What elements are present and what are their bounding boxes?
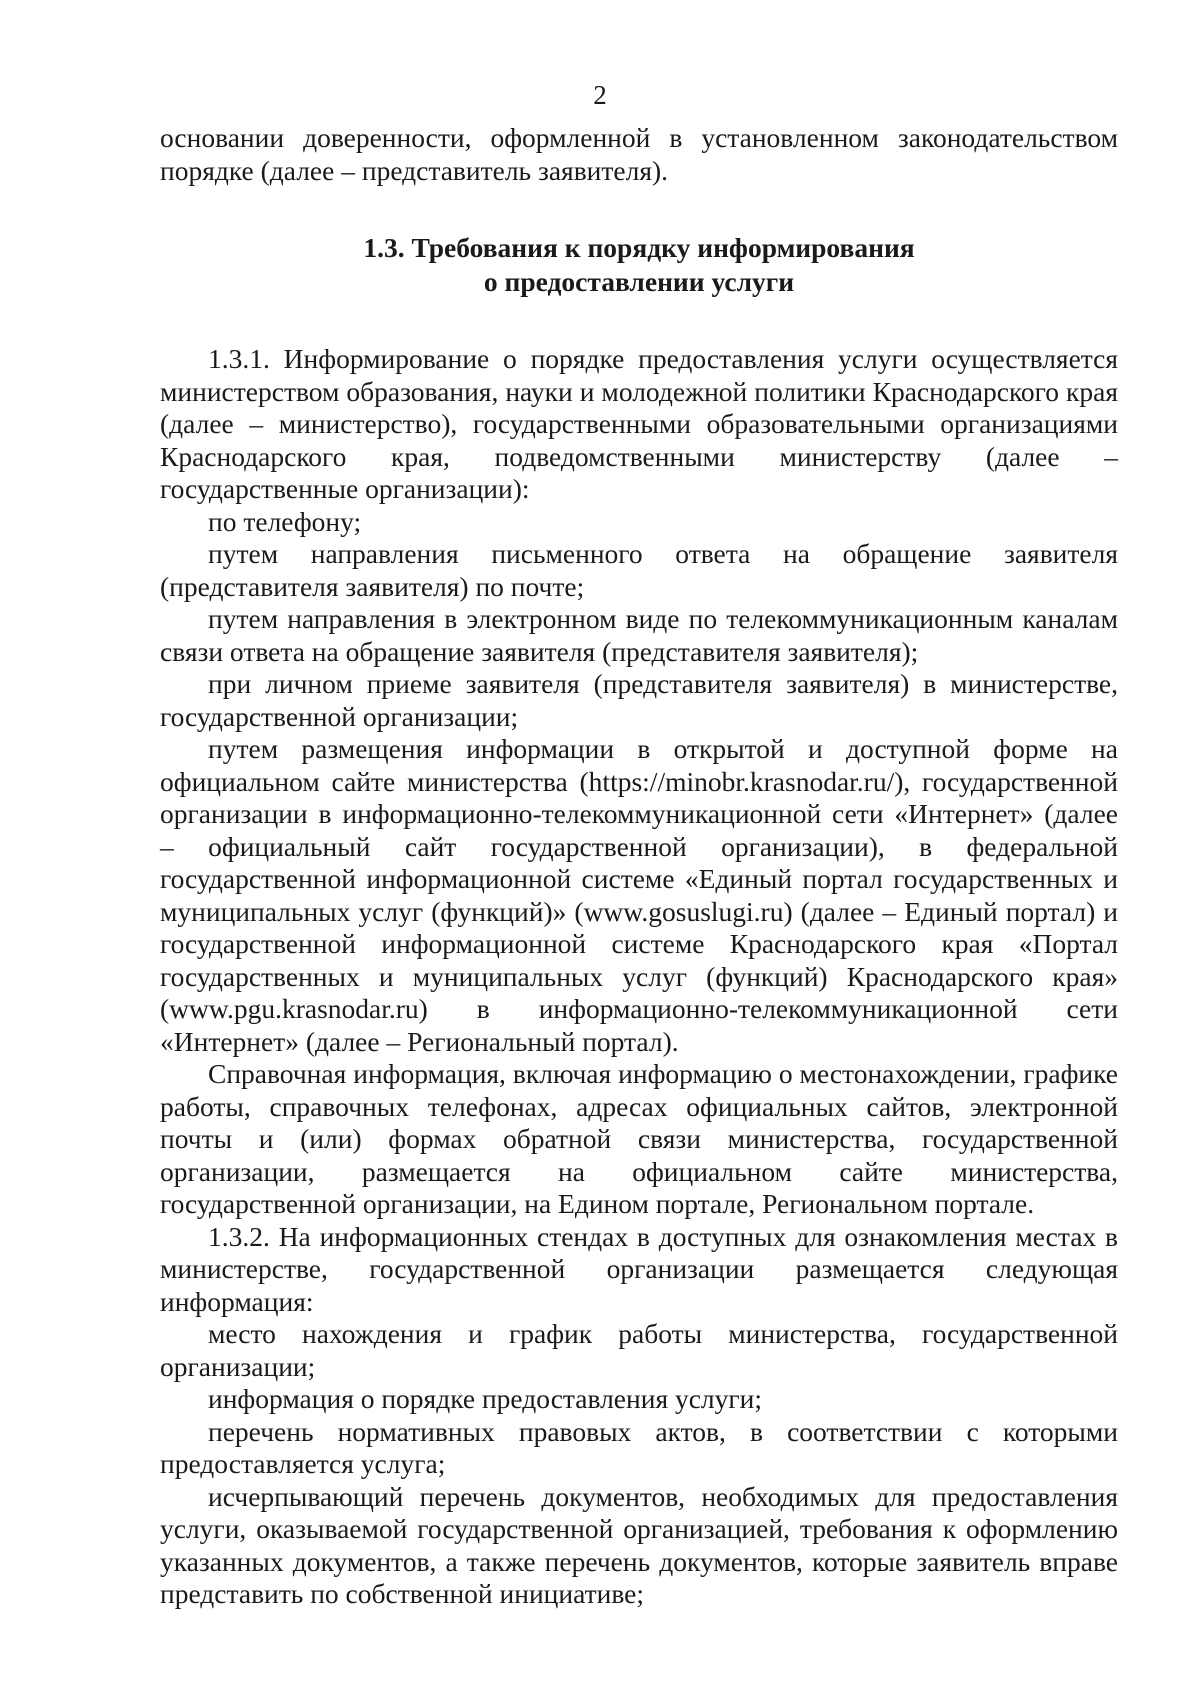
list-item-mail: путем направления письменного ответа на обращение заявителя (представителя заявителя) по почте; bbox=[160, 538, 1118, 602]
section-heading-line-2: о предоставлении услуги bbox=[483, 266, 795, 297]
list-item-phone: по телефону; bbox=[208, 505, 362, 537]
list-item-website: путем размещения информации в открытой и доступной форме на официальном сайте министерства (https://minobr.krasnodar.ru/), государственной организации в информационно-телекоммуникационной сети «Интернет» (далее – официальный сайт государственной организации), в федеральной государственной информационной системе «Единый портал государственных и муниципальных услуг (функций)» (www.gosuslugi.ru) (далее – Единый портал) и государственной информационной системе Краснодарского края «Портал государственных и муниципальных услуг (функций) Краснодарского края» (www.pgu.krasnodar.ru) в информационно-телекоммуникационной сети «Интернет» (далее – Региональный портал). bbox=[160, 733, 1118, 1057]
list-item-personal: при личном приеме заявителя (представителя заявителя) в министерстве, государственной организации; bbox=[160, 668, 1118, 732]
list-item-location: место нахождения и график работы министерства, государственной организации; bbox=[160, 1318, 1118, 1382]
section-heading bbox=[160, 231, 1118, 299]
list-item-legal-acts: перечень нормативных правовых актов, в соответствии с которыми предоставляется услуга; bbox=[160, 1415, 1118, 1479]
list-item-documents: исчерпывающий перечень документов, необходимых для предоставления услуги, оказываемой государственной организацией, требования к оформлению указанных документов, а также перечень документов, которые заявитель вправе представить по собственной инициативе; bbox=[160, 1480, 1118, 1609]
page-number: 2 bbox=[593, 80, 607, 110]
section-heading-line-1: 1.3. Требования к порядку информирования bbox=[363, 232, 915, 263]
paragraph-1-3-2: 1.3.2. На информационных стендах в доступных для ознакомления местах в министерстве, государственной организации размещается следующая информация: bbox=[160, 1220, 1118, 1317]
list-item-procedure: информация о порядке предоставления услуги; bbox=[208, 1383, 763, 1414]
paragraph-continuation: основании доверенности, оформленной в установленном законодательством порядке (далее – представитель заявителя). bbox=[160, 122, 1118, 186]
paragraph-reference-info: Справочная информация, включая информацию о местонахождении, графике работы, справочных телефонах, адресах официальных сайтов, электронной почты и (или) формах обратной связи министерства, государственной организации, размещается на официальном сайте министерства, государственной организации, на Едином портале, Региональном портале. bbox=[160, 1058, 1118, 1219]
document-body bbox=[160, 122, 1118, 1611]
list-item-electronic: путем направления в электронном виде по телекоммуникационным каналам связи ответа на обращение заявителя (представителя заявителя); bbox=[160, 603, 1118, 667]
paragraph-1-3-1: 1.3.1. Информирование о порядке предоставления услуги осуществляется министерством образования, науки и молодежной политики Краснодарского края (далее – министерство), государственными образовательными организациями Краснодарского края, подведомственными министерству (далее – государственные организации): bbox=[160, 343, 1118, 504]
